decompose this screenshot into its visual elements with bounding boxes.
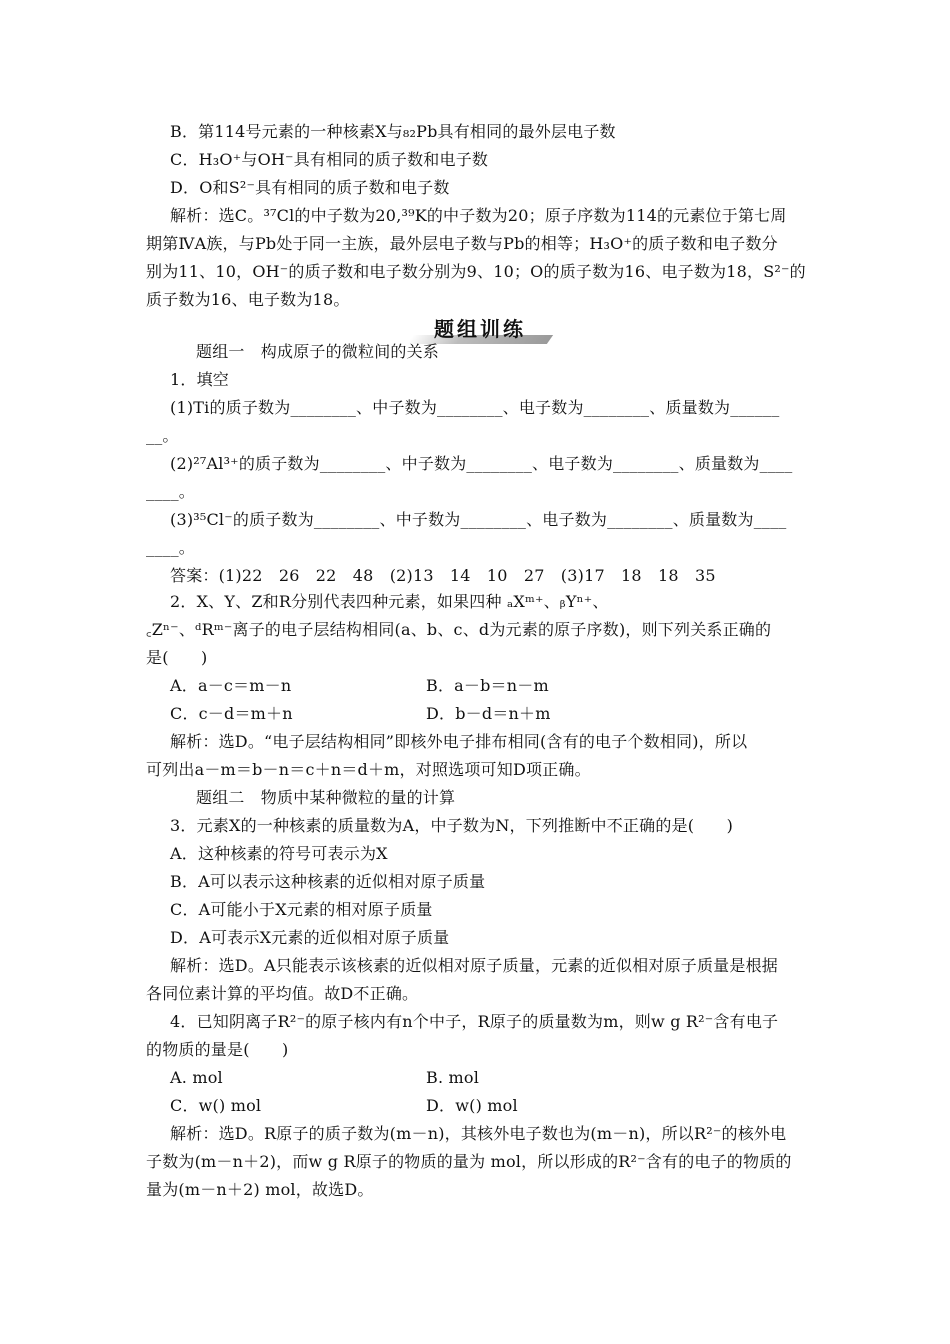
option-d: D．b－d＝n＋m xyxy=(426,704,551,723)
option-a: A. mol xyxy=(170,1068,223,1087)
question-1-part-3: (3)³⁵Cl⁻的质子数为________、中子数为________、电子数为________、质量数为____ xyxy=(170,510,787,529)
question-4-stem-cont: 的物质的量是( ) xyxy=(146,1040,289,1059)
option-b: B．A可以表示这种核素的近似相对原子质量 xyxy=(170,872,486,891)
option-d: D．A可表示X元素的近似相对原子质量 xyxy=(170,928,450,947)
option-c: C．w() mol xyxy=(170,1096,262,1115)
option-d: D．w() mol xyxy=(426,1096,518,1115)
question-2-stem-cont: 是( ) xyxy=(146,648,208,667)
explanation-line: 解析：选D。R原子的质子数为(m－n)，其核外电子数也为(m－n)，所以R²⁻的核外电 xyxy=(170,1124,787,1143)
option-a: A．这种核素的符号可表示为X xyxy=(170,844,388,863)
question-2-stem-cont: ꜀Zⁿ⁻、ᵈRᵐ⁻离子的电子层结构相同(a、b、c、d为元素的原子序数)，则下列关系正确的 xyxy=(146,620,772,639)
question-1-part-3-cont: ____。 xyxy=(146,538,196,557)
explanation-line: 解析：选D。“电子层结构相同”即核外电子排布相同(含有的电子个数相同)，所以 xyxy=(170,732,748,751)
option-c-line: C．H₃O⁺与OH⁻具有相同的质子数和电子数 xyxy=(170,150,489,169)
explanation-line: 解析：选C。³⁷Cl的中子数为20,³⁹K的中子数为20；原子序数为114的元素位于第七周 xyxy=(170,206,787,225)
question-2-stem: 2．X、Y、Z和R分别代表四种元素，如果四种 ₐXᵐ⁺、ᵦYⁿ⁺、 xyxy=(170,592,609,611)
question-1-part-2-cont: ____。 xyxy=(146,482,196,501)
option-a: A．a－c＝m－n xyxy=(170,676,292,695)
explanation-line: 解析：选D。A只能表示该核素的近似相对原子质量，元素的近似相对原子质量是根据 xyxy=(170,956,778,975)
explanation-line: 期第ⅣA族，与Pb处于同一主族，最外层电子数与Pb的相等；H₃O⁺的质子数和电子数分 xyxy=(146,234,778,253)
group-heading: 题组二 物质中某种微粒的量的计算 xyxy=(196,788,456,807)
option-c: C．c－d＝m＋n xyxy=(170,704,293,723)
group-heading: 题组一 构成原子的微粒间的关系 xyxy=(196,342,440,361)
question-1-part-1-cont: __。 xyxy=(146,426,179,445)
explanation-line: 各同位素计算的平均值。故D不正确。 xyxy=(146,984,419,1003)
question-1-part-1: (1)Ti的质子数为________、中子数为________、电子数为________、质量数为______ xyxy=(170,398,780,417)
option-b: B. mol xyxy=(426,1068,480,1087)
option-c: C．A可能小于X元素的相对原子质量 xyxy=(170,900,433,919)
question-4-stem: 4．已知阴离子R²⁻的原子核内有n个中子，R原子的质量数为m，则w g R²⁻含有电子 xyxy=(170,1012,779,1031)
question-1-stem: 1．填空 xyxy=(170,370,229,389)
explanation-line: 可列出a－m＝b－n＝c＋n＝d＋m，对照选项可知D项正确。 xyxy=(146,760,591,779)
explanation-line: 量为(m－n＋2) mol，故选D。 xyxy=(146,1180,374,1199)
section-title: 题组训练 xyxy=(434,317,526,341)
option-d-line: D．O和S²⁻具有相同的质子数和电子数 xyxy=(170,178,450,197)
answer-line: 答案：(1)22 26 22 48 (2)13 14 10 27 (3)17 18 18 35 xyxy=(170,566,716,585)
option-b-line: B．第114号元素的一种核素X与₈₂Pb具有相同的最外层电子数 xyxy=(170,122,616,141)
question-3-stem: 3．元素X的一种核素的质量数为A，中子数为N，下列推断中不正确的是( ) xyxy=(170,816,734,835)
explanation-line: 质子数为16、电子数为18。 xyxy=(146,290,350,309)
explanation-line: 别为11、10，OH⁻的质子数和电子数分别为9、10；O的质子数为16、电子数为18，S²⁻的 xyxy=(146,262,806,281)
explanation-line: 子数为(m－n＋2)，而w g R原子的物质的量为 mol，所以形成的R²⁻含有的电子的物质的 xyxy=(146,1152,792,1171)
option-b: B．a－b＝n－m xyxy=(426,676,549,695)
question-1-part-2: (2)²⁷Al³⁺的质子数为________、中子数为________、电子数为________、质量数为____ xyxy=(170,454,793,473)
